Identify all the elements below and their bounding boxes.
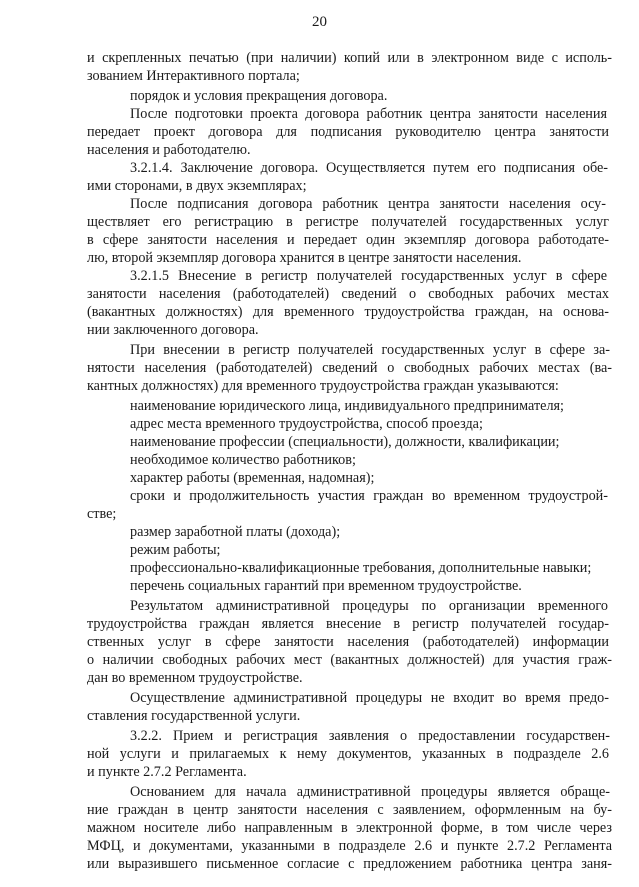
text-line: необходимое количество работников; bbox=[130, 452, 356, 468]
text-line: нии заключенного договора. bbox=[87, 322, 259, 338]
text-line: занятости населения (работодателей) сведений о свободных рабочих местах bbox=[87, 286, 609, 302]
text-line: 3.2.1.4. Заключение договора. Осуществляется путем его подписания обе- bbox=[130, 160, 608, 176]
text-line: о наличии свободных рабочих мест (вакантных должностей) для участия граж- bbox=[87, 652, 612, 668]
page-number: 20 bbox=[312, 14, 327, 30]
text-line: МФЦ, и документами, указанными в подразделе 2.6 и пункте 2.7.2 Регламента bbox=[87, 838, 612, 854]
text-line: порядок и условия прекращения договора. bbox=[130, 88, 388, 104]
text-line: в сфере занятости населения и передает один экземпляр договора работодате- bbox=[87, 232, 609, 248]
text-line: и пункте 2.7.2 Регламента. bbox=[87, 764, 247, 780]
text-line: лю, второй экземпляр договора хранится в центре занятости населения. bbox=[87, 250, 522, 266]
text-line: кантных должностях) для временного трудоустройства граждан указываются: bbox=[87, 378, 559, 394]
text-line: сроки и продолжительность участия граждан во временном трудоустрой- bbox=[130, 488, 608, 504]
text-line: наименование профессии (специальности), должности, квалификации; bbox=[130, 434, 560, 450]
text-line: населения и работодателю. bbox=[87, 142, 251, 158]
text-line: ственных услуг в сфере занятости населения (работодателей) информации bbox=[87, 634, 609, 650]
text-line: ими сторонами, в двух экземплярах; bbox=[87, 178, 307, 194]
text-line: Основанием для начала административной процедуры является обраще- bbox=[130, 784, 610, 800]
text-line: и скрепленных печатью (при наличии) копий или в электронном виде с исполь- bbox=[87, 50, 612, 66]
text-line: мажном носителе либо направленным в электронной форме, в том числе через bbox=[87, 820, 612, 836]
text-line: После подписания договора работник центра занятости населения осу- bbox=[130, 196, 606, 212]
text-line: наименование юридического лица, индивидуального предпринимателя; bbox=[130, 398, 564, 414]
text-line: или выразившего письменное согласие с предложением работника центра заня- bbox=[87, 856, 612, 872]
text-line: перечень социальных гарантий при временном трудоустройстве. bbox=[130, 578, 522, 594]
text-line: дан во временном трудоустройстве. bbox=[87, 670, 303, 686]
text-line: Результатом административной процедуры по организации временного bbox=[130, 598, 608, 614]
text-line: трудоустройства граждан является внесение в регистр получателей государ- bbox=[87, 616, 609, 632]
text-line: адрес места временного трудоустройства, способ проезда; bbox=[130, 416, 483, 432]
text-line: профессионально-квалификационные требования, дополнительные навыки; bbox=[130, 560, 592, 576]
text-line: размер заработной платы (дохода); bbox=[130, 524, 341, 540]
text-line: стве; bbox=[87, 506, 117, 522]
text-line: 3.2.2. Прием и регистрация заявления о предоставлении государствен- bbox=[130, 728, 610, 744]
text-line: передает проект договора для подписания руководителю центра занятости bbox=[87, 124, 609, 140]
text-line: характер работы (временная, надомная); bbox=[130, 470, 375, 486]
text-line: режим работы; bbox=[130, 542, 221, 558]
text-line: ние граждан в центр занятости населения с заявлением, оформленным на бу- bbox=[87, 802, 612, 818]
text-line: зованием Интерактивного портала; bbox=[87, 68, 300, 84]
text-line: 3.2.1.5 Внесение в регистр получателей государственных услуг в сфере bbox=[130, 268, 607, 284]
text-line: ной услуги и прилагаемых к нему документов, указанных в подразделе 2.6 bbox=[87, 746, 609, 762]
text-line: (вакантных должностях) для временного трудоустройства граждан, на основа- bbox=[87, 304, 609, 320]
text-line: После подготовки проекта договора работник центра занятости населения bbox=[130, 106, 607, 122]
text-line: Осуществление административной процедуры не входит во время предо- bbox=[130, 690, 609, 706]
text-line: При внесении в регистр получателей государственных услуг в сфере за- bbox=[130, 342, 610, 358]
text-line: ставления государственной услуги. bbox=[87, 708, 301, 724]
text-line: ществляет его регистрацию в регистре получателей государственных услуг bbox=[87, 214, 609, 230]
text-line: нятости населения (работодателей) сведений о свободных рабочих местах (ва- bbox=[87, 360, 612, 376]
